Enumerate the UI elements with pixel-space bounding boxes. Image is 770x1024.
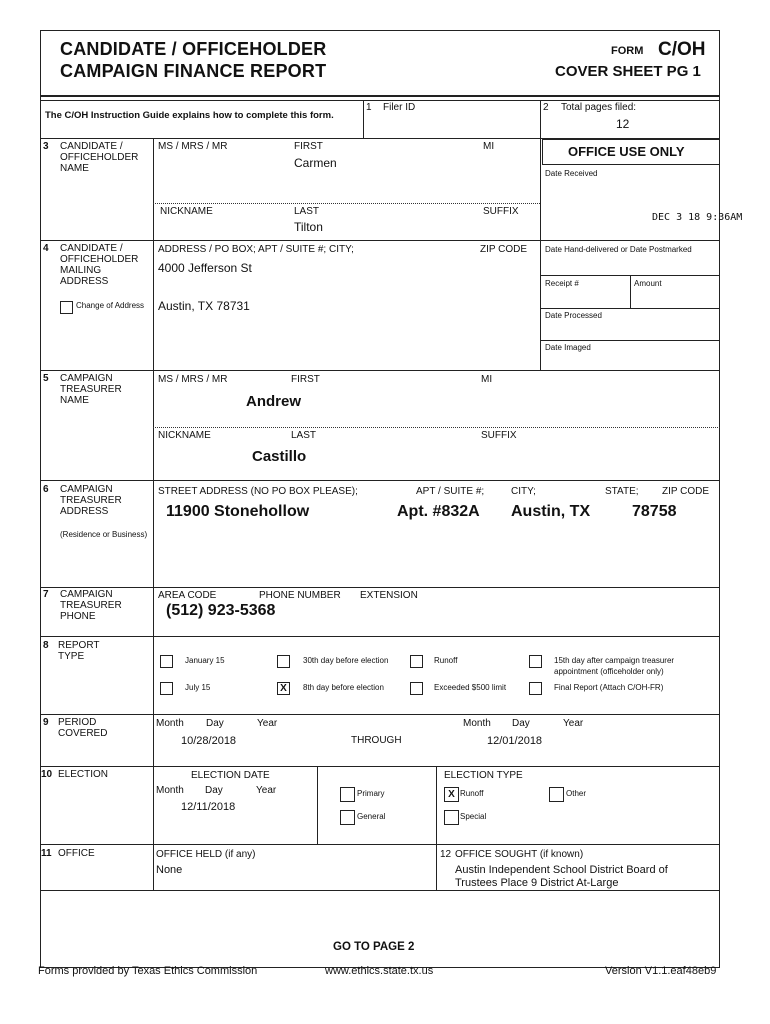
mailing-address-line2[interactable]: Austin, TX 78731 [158, 299, 250, 313]
total-pages-label: Total pages filed: [561, 102, 637, 113]
period-to-date[interactable]: 12/01/2018 [487, 735, 543, 747]
candidate-first-name[interactable]: Carmen [294, 156, 337, 170]
office-held-value[interactable]: None [156, 864, 183, 876]
treasurer-first-name[interactable]: Andrew [246, 393, 302, 410]
form-title-line2: CAMPAIGN FINANCE REPORT [60, 61, 327, 81]
mailing-address-line1[interactable]: 4000 Jefferson St [158, 261, 252, 275]
election-general-checkbox[interactable] [340, 810, 355, 825]
report-type-final-report-checkbox[interactable] [529, 682, 542, 695]
candidate-last-name[interactable]: Tilton [294, 220, 323, 234]
election-special-checkbox[interactable] [444, 810, 459, 825]
form-frame [40, 30, 720, 968]
treasurer-city[interactable]: Austin, TX [511, 503, 591, 520]
period-from-date[interactable]: 10/28/2018 [181, 735, 237, 747]
report-type-8th-day-checkbox[interactable]: X [277, 682, 290, 695]
office-sought-line1[interactable]: Austin Independent School District Board of [455, 864, 668, 876]
period-through-label: THROUGH [351, 735, 402, 746]
report-type-july15-checkbox[interactable] [160, 682, 173, 695]
footer-version: Version V1.1.eaf48eb9 [605, 965, 717, 977]
cover-sheet-label: COVER SHEET PG 1 [555, 63, 701, 80]
footer-provider: Forms provided by Texas Ethics Commission [38, 965, 258, 977]
election-other-checkbox[interactable] [549, 787, 564, 802]
change-of-address-checkbox[interactable] [60, 301, 73, 314]
form-code: C/OH [658, 39, 706, 60]
treasurer-apt[interactable]: Apt. #832A [397, 503, 480, 520]
election-primary-checkbox[interactable] [340, 787, 355, 802]
total-pages-value[interactable]: 12 [616, 117, 630, 131]
received-date-stamp: DEC 3 18 9:36AM [652, 212, 743, 223]
instruction-text: The C/OH Instruction Guide explains how to complete this form. [45, 110, 334, 121]
treasurer-last-name[interactable]: Castillo [252, 448, 307, 465]
filer-id-label: Filer ID [383, 102, 416, 113]
office-sought-line2[interactable]: Trustees Place 9 District At-Large [455, 877, 619, 889]
treasurer-phone[interactable]: (512) 923-5368 [166, 602, 276, 619]
report-type-exceeded-limit-checkbox[interactable] [410, 682, 423, 695]
office-use-only-title: OFFICE USE ONLY [568, 144, 685, 159]
report-type-january15-checkbox[interactable] [160, 655, 173, 668]
election-date-value[interactable]: 12/11/2018 [181, 801, 236, 813]
treasurer-street[interactable]: 11900 Stonehollow [166, 503, 310, 520]
footer-url[interactable]: www.ethics.state.tx.us [325, 965, 434, 977]
form-word: FORM [611, 45, 644, 57]
report-type-runoff-checkbox[interactable] [410, 655, 423, 668]
report-type-30th-day-checkbox[interactable] [277, 655, 290, 668]
election-runoff-checkbox[interactable]: X [444, 787, 459, 802]
report-type-15th-day-checkbox[interactable] [529, 655, 542, 668]
go-to-page-2: GO TO PAGE 2 [333, 941, 415, 953]
treasurer-zip[interactable]: 78758 [632, 503, 677, 520]
form-title-line1: CANDIDATE / OFFICEHOLDER [60, 39, 327, 59]
